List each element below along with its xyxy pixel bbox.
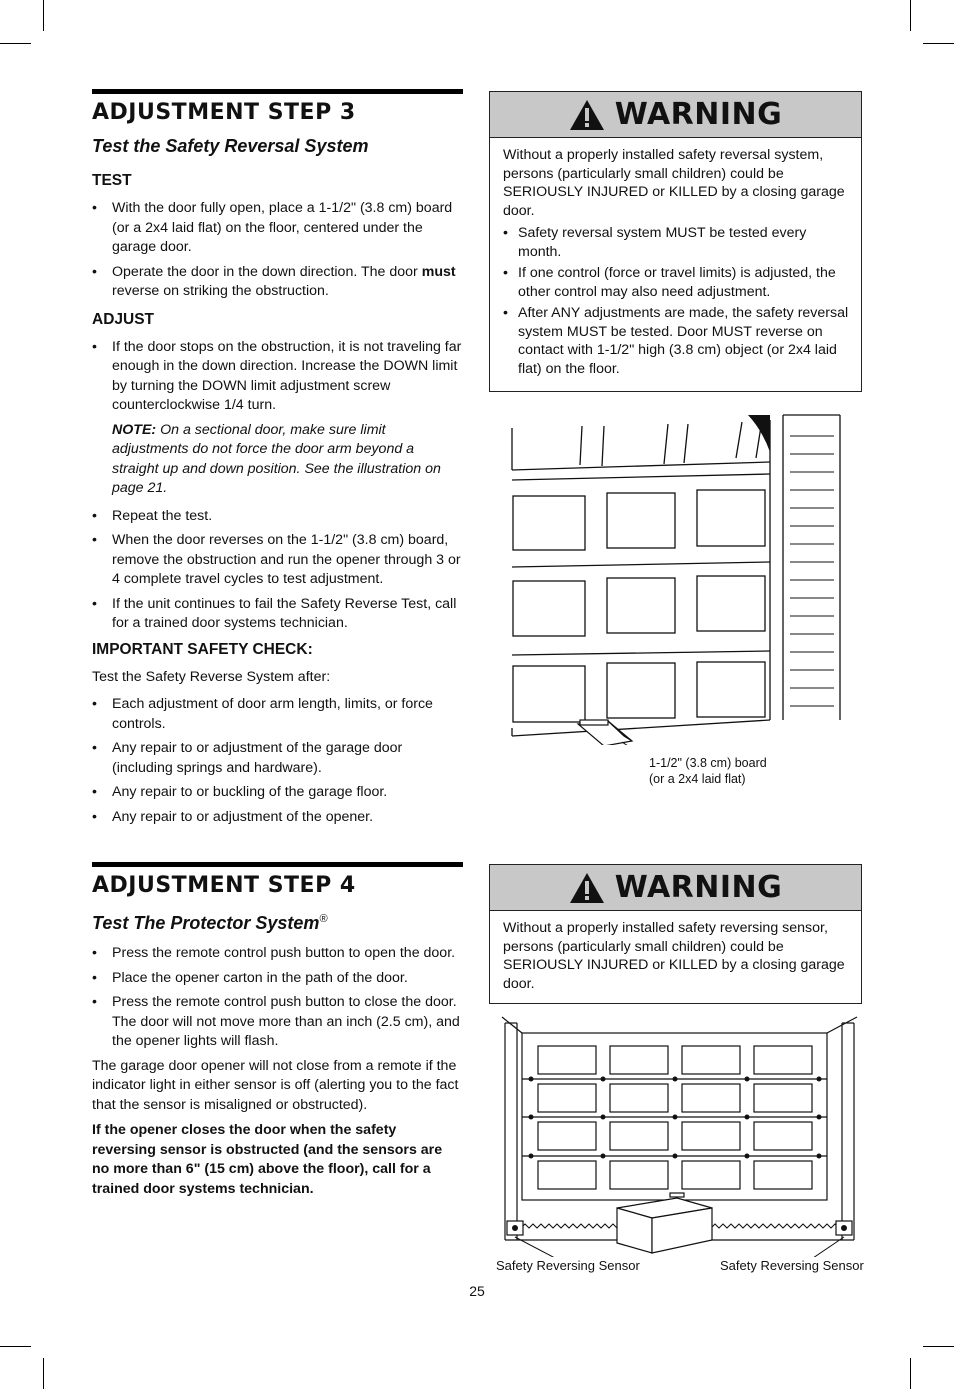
- list-item: • After ANY adjustments are made, the safety reversal system MUST be tested. Door MUST reverse on contact with 1-1/2" high (3.8 cm) object (or 2x4 laid flat) on the floor.: [503, 304, 849, 378]
- step3-title: ADJUSTMENT STEP 3: [92, 100, 356, 125]
- step4-title: ADJUSTMENT STEP 4: [92, 873, 356, 898]
- list-item: • Each adjustment of door arm length, limits, or force controls.: [92, 695, 463, 734]
- safety-check-intro: Test the Safety Reverse System after:: [92, 668, 331, 685]
- test-heading: TEST: [92, 172, 132, 189]
- warning-header: [490, 92, 861, 138]
- step4-subtitle: Test The Protector System®: [92, 913, 328, 933]
- step4-paragraph: The garage door opener will not close from a remote if the indicator light in either sensor is off (alerting you to the fact that the sensor is misaligned or obstructed).: [92, 1057, 459, 1113]
- list-item: • Operate the door in the down direction. The door must reverse on striking the obstruction.: [92, 263, 463, 302]
- list-item: • With the door fully open, place a 1-1/2" (3.8 cm) board (or a 2x4 laid flat) on the floor, centered under the garage door.: [92, 199, 463, 258]
- list-item: • Any repair to or buckling of the garage floor.: [92, 783, 463, 803]
- warning-body: [490, 911, 861, 1003]
- safety-check-heading: IMPORTANT SAFETY CHECK:: [92, 640, 313, 658]
- crop-mark: [0, 1346, 31, 1347]
- list-item: • Press the remote control push button to close the door. The door will not move more than an inch (2.5 cm), and the opener lights will flash.: [92, 993, 463, 1052]
- adjust-list-cont: [92, 507, 463, 634]
- section-rule: [92, 89, 463, 94]
- crop-mark: [43, 0, 44, 31]
- sensor-label-right: Safety Reversing Sensor: [720, 1258, 864, 1273]
- list-item: • Safety reversal system MUST be tested every month.: [503, 224, 849, 261]
- test-list: [92, 199, 463, 302]
- section-rule: [92, 862, 463, 867]
- step4-section: [92, 862, 463, 1199]
- crop-mark: [910, 0, 911, 31]
- list-item: • Repeat the test.: [92, 507, 463, 527]
- warning-body: [490, 138, 861, 391]
- crop-mark: [43, 1358, 44, 1389]
- list-item: • If one control (force or travel limits) is adjusted, the other control may also need adjustment.: [503, 264, 849, 301]
- step3-subtitle: Test the Safety Reversal System: [92, 136, 369, 156]
- warning-icon: [569, 872, 605, 904]
- page-number: 25: [469, 1283, 485, 1299]
- list-item: • When the door reverses on the 1-1/2" (3.8 cm) board, remove the obstruction and run the opener through 3 or 4 complete travel cycles to test adjustment.: [92, 531, 463, 590]
- warning-intro: Without a properly installed safety reversing sensor, persons (particularly small children) could be SERIOUSLY INJURED or KILLED by a closing garage door.: [503, 920, 845, 992]
- list-item: • Any repair to or adjustment of the opener.: [92, 808, 463, 828]
- step4-list: [92, 944, 463, 1052]
- warning-box: [489, 91, 862, 392]
- safety-check-list: [92, 695, 463, 827]
- step4-bold-paragraph: If the opener closes the door when the safety reversing sensor is obstructed (and the sensors are no more than 6" (15 cm) above the floor), call for a trained door systems technician.: [92, 1122, 443, 1197]
- note: NOTE: On a sectional door, make sure limit adjustments do not force the door arm beyond a straight up and down position. See the illustration on page 21.: [112, 421, 441, 496]
- warning-box: [489, 864, 862, 1004]
- list-item: • Press the remote control push button to open the door.: [92, 944, 463, 964]
- garage-door-board-illustration: [500, 410, 845, 745]
- crop-mark: [910, 1358, 911, 1389]
- warning-list: [503, 224, 849, 378]
- list-item: • Place the opener carton in the path of the door.: [92, 969, 463, 989]
- board-caption: 1-1/2" (3.8 cm) board (or a 2x4 laid flat): [649, 756, 767, 786]
- warning-intro: Without a properly installed safety reversal system, persons (particularly small children) could be SERIOUSLY INJURED or KILLED by a closing garage door.: [503, 147, 845, 219]
- adjust-list: [92, 338, 463, 416]
- warning-icon: [569, 99, 605, 131]
- crop-mark: [923, 43, 954, 44]
- crop-mark: [0, 43, 31, 44]
- list-item: • If the unit continues to fail the Safety Reverse Test, call for a trained door systems technician.: [92, 595, 463, 634]
- list-item: • Any repair to or adjustment of the garage door (including springs and hardware).: [92, 739, 463, 778]
- step3-section: [92, 89, 463, 832]
- sensor-label-left: Safety Reversing Sensor: [496, 1258, 640, 1273]
- list-item: • If the door stops on the obstruction, it is not traveling far enough in the down direction. Increase the DOWN limit by turning the DOWN limit adjustment screw counterclockwise 1/4 turn.: [92, 338, 463, 416]
- adjust-heading: ADJUST: [92, 310, 155, 328]
- warning-title: WARNING: [614, 870, 783, 905]
- warning-title: WARNING: [614, 97, 783, 132]
- warning-header: [490, 865, 861, 911]
- safety-sensor-illustration: [497, 1015, 862, 1257]
- crop-mark: [923, 1346, 954, 1347]
